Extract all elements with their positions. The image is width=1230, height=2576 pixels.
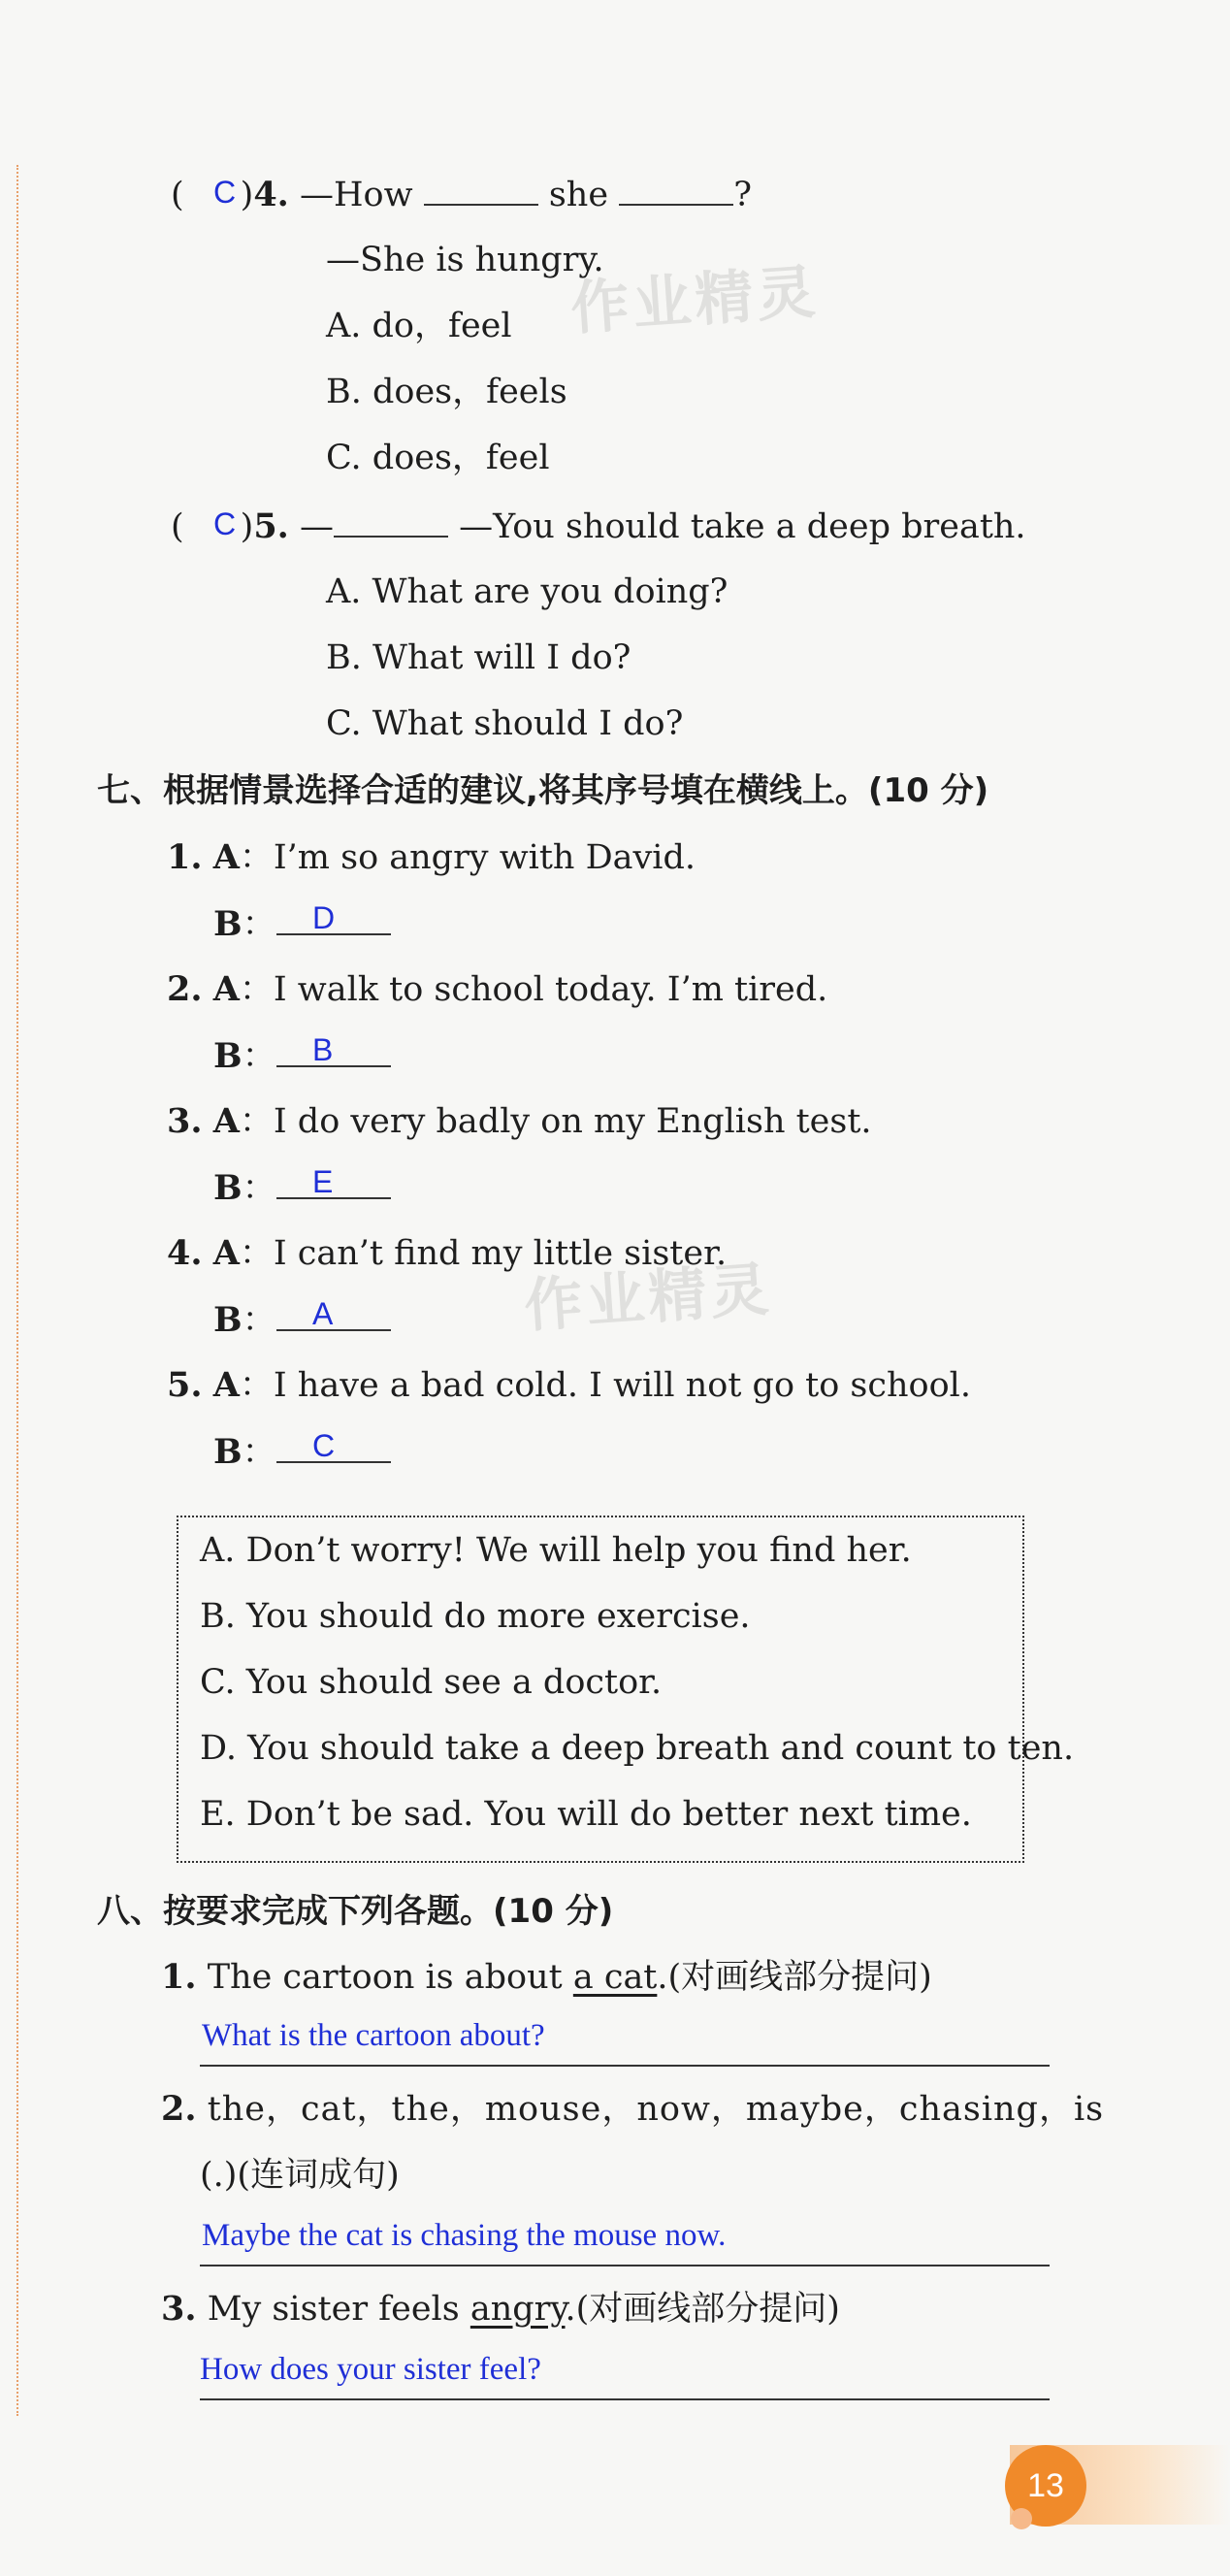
question-4: ( )4. —How she ? bbox=[171, 175, 752, 214]
task-1: 1. The cartoon is about a cat.(对画线部分提问) bbox=[161, 1957, 932, 1997]
answer-task-1: What is the cartoon about? bbox=[202, 2018, 545, 2053]
options-box bbox=[177, 1516, 1075, 1863]
dialog-item-1-a: 1. A：I’m so angry with David. bbox=[167, 837, 696, 877]
dialog-item-2-a: 2. A：I walk to school today. I’m tired. bbox=[167, 969, 828, 1009]
task-3: 3. My sister feels angry.(对画线部分提问) bbox=[161, 2289, 840, 2329]
option-line: A. Don’t worry! We will help you find her. bbox=[200, 1531, 912, 1570]
option-a: A. do，feel bbox=[326, 307, 512, 345]
task-2: 2. the，cat，the，mouse，now，maybe，chasing，is bbox=[161, 2089, 1105, 2129]
option-a: A. What are you doing? bbox=[326, 572, 728, 611]
answer-item-4: A bbox=[312, 1296, 334, 1331]
dialog-item-3-b: B： bbox=[213, 1166, 391, 1210]
answer-item-5: C bbox=[312, 1428, 336, 1463]
option-b: B. does，feels bbox=[326, 373, 567, 411]
dialog-item-5-a: 5. A：I have a bad cold. I will not go to school. bbox=[167, 1365, 971, 1405]
option-line: B. You should do more exercise. bbox=[200, 1597, 751, 1636]
answer-5: C bbox=[213, 506, 237, 541]
dialog-item-2-b: B： bbox=[213, 1034, 391, 1078]
section-8-heading: 八、按要求完成下列各题。(10 分) bbox=[97, 1892, 614, 1931]
dialog-item-3-a: 3. A：I do very badly on my English test. bbox=[167, 1101, 872, 1141]
page-number: 13 bbox=[1005, 2445, 1086, 2527]
option-line: D. You should take a deep breath and count to ten. bbox=[200, 1729, 1075, 1768]
option-c: C. What should I do? bbox=[326, 704, 684, 743]
answer-line bbox=[200, 2398, 1050, 2400]
answer-item-3: E bbox=[312, 1164, 334, 1199]
section-7-heading: 七、根据情景选择合适的建议,将其序号填在横线上。(10 分) bbox=[97, 771, 989, 810]
question-5: ( )5. — —You should take a deep breath. bbox=[171, 506, 1026, 546]
watermark: 作业精灵 bbox=[568, 258, 822, 343]
task-2-line-2: (.)(连词成句) bbox=[200, 2156, 400, 2195]
answer-4: C bbox=[213, 175, 237, 210]
answer-item-2: B bbox=[312, 1032, 334, 1067]
dialog-item-4-b: B： bbox=[213, 1298, 391, 1342]
option-c: C. does，feel bbox=[326, 439, 550, 477]
binding-margin-line bbox=[16, 165, 18, 2416]
dialog-item-5-b: B： bbox=[213, 1430, 391, 1474]
option-line: C. You should see a doctor. bbox=[200, 1663, 663, 1702]
answer-line bbox=[200, 2065, 1050, 2067]
watermark: 作业精灵 bbox=[522, 1255, 775, 1341]
option-line: E. Don’t be sad. You will do better next time. bbox=[200, 1795, 972, 1834]
dialog-item-1-b: B： bbox=[213, 902, 391, 946]
question-4-reply: —She is hungry. bbox=[326, 241, 604, 279]
decorative-dot bbox=[1011, 2508, 1032, 2529]
answer-task-2: Maybe the cat is chasing the mouse now. bbox=[202, 2218, 727, 2253]
answer-item-1: D bbox=[312, 900, 336, 935]
answer-line bbox=[200, 2265, 1050, 2266]
option-b: B. What will I do? bbox=[326, 638, 631, 677]
dialog-item-4-a: 4. A：I can’t find my little sister. bbox=[167, 1233, 728, 1273]
answer-task-3: How does your sister feel? bbox=[200, 2352, 541, 2387]
